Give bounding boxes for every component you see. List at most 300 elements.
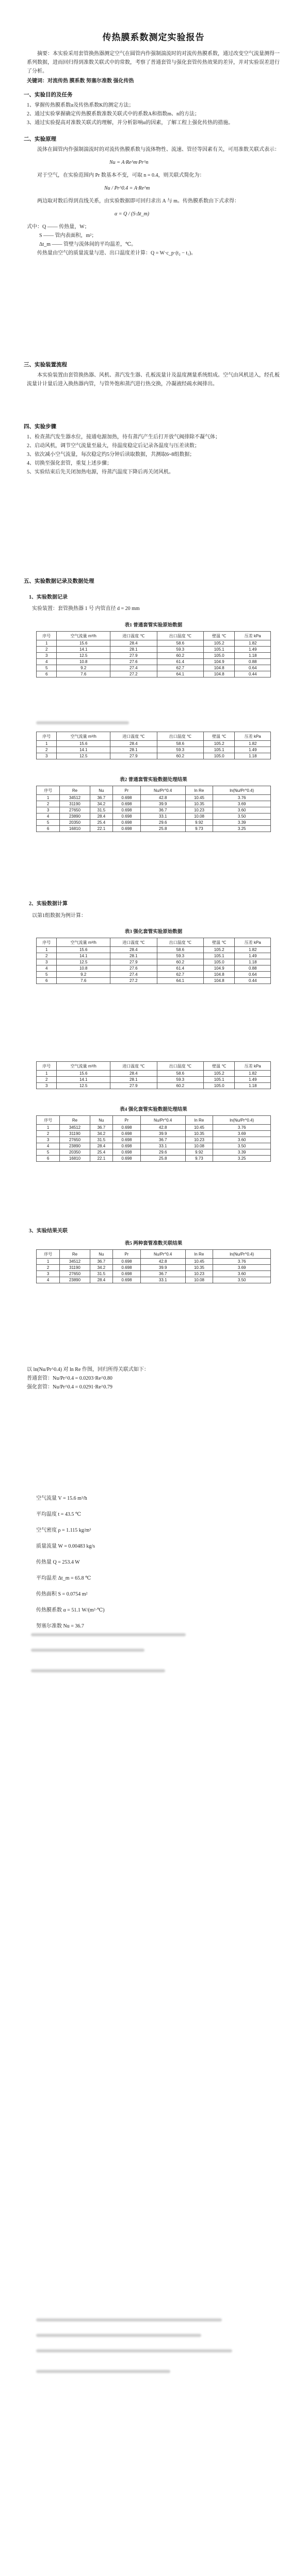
table-cell: 16810 bbox=[60, 826, 90, 832]
calculation-intro: 以第1组数据为例计算： bbox=[32, 913, 86, 919]
table-cell: 20350 bbox=[60, 820, 90, 826]
table-cell: 27.6 bbox=[110, 659, 157, 665]
table-cell: 105.0 bbox=[204, 1083, 235, 1089]
table-cell: 22.1 bbox=[90, 826, 112, 832]
column-header: Nu/Pr^0.4 bbox=[140, 1250, 185, 1259]
table-cell: 28.4 bbox=[90, 1277, 112, 1283]
calc-line: 传热面积 S = 0.0754 m² bbox=[36, 1591, 88, 1597]
table-cell: 1.82 bbox=[235, 947, 271, 953]
table-cell: 34.2 bbox=[90, 801, 112, 807]
section-heading-objectives: 一、实验目的及任务 bbox=[24, 92, 73, 98]
table-cell: 60.2 bbox=[157, 753, 203, 759]
table-cell: 12.5 bbox=[57, 959, 110, 965]
section-heading-apparatus: 三、实验装置流程 bbox=[24, 362, 67, 368]
objective-item: 3、通过实验提高对准数关联式的理解，并分析影响α的因素，了解工程上强化传热的措施。 bbox=[27, 120, 234, 126]
column-header: ln(Nu/Pr^0.4) bbox=[213, 786, 271, 795]
table-cell: 2 bbox=[37, 747, 57, 753]
table-cell: 105.1 bbox=[204, 647, 235, 653]
table-cell: 4 bbox=[37, 1143, 60, 1149]
table-cell: 31190 bbox=[60, 1265, 90, 1271]
table-row bbox=[37, 1137, 271, 1143]
formula-alpha: α = Q / (S·Δt_m) bbox=[115, 211, 150, 217]
table-cell: 105.2 bbox=[204, 640, 235, 647]
table-cell: 3.39 bbox=[213, 820, 271, 826]
calc-line: 空气流量 V = 15.6 m³/h bbox=[36, 1496, 87, 1501]
table-cell: 31190 bbox=[60, 1131, 90, 1137]
table-cell: 9.2 bbox=[57, 665, 110, 671]
principle-text: 两边取对数后得到直线关系，由实验数据即可回归求出 A 与 m。传热膜系数由下式求得： bbox=[37, 198, 239, 204]
table-cell: 0.698 bbox=[113, 1143, 141, 1149]
table-cell: 0.698 bbox=[113, 814, 141, 820]
procedure-item: 3、依次减小空气流量，每次稳定约5分钟后读取数据，共测取6~8组数据； bbox=[27, 452, 195, 457]
table-cell: 3 bbox=[37, 653, 57, 659]
table-cell: 58.6 bbox=[157, 947, 203, 953]
table-cell: 1 bbox=[37, 741, 57, 747]
table-cell: 9.2 bbox=[57, 972, 110, 978]
fit-block bbox=[27, 1365, 280, 1392]
table-cell: 31.5 bbox=[90, 807, 112, 814]
table-header-row bbox=[37, 1250, 271, 1259]
table-cell: 28.1 bbox=[110, 647, 157, 653]
column-header: 进口温度 ℃ bbox=[110, 1062, 157, 1071]
table-cell: 27.9 bbox=[110, 653, 157, 659]
table-row bbox=[37, 665, 271, 671]
table-cell: 34512 bbox=[60, 1125, 90, 1131]
blurred-text bbox=[36, 2318, 222, 2321]
column-header: Nu bbox=[90, 786, 112, 795]
table-cell: 0.698 bbox=[113, 1271, 141, 1277]
table-cell: 0.698 bbox=[113, 1125, 141, 1131]
table-cell: 0.698 bbox=[113, 1277, 141, 1283]
table-cell: 5 bbox=[37, 1149, 60, 1156]
table-cell: 36.7 bbox=[90, 795, 112, 801]
table-cell: 29.6 bbox=[140, 1149, 185, 1156]
fit-note: 以 ln(Nu/Pr^0.4) 对 ln Re 作图，回归所得关联式如下： bbox=[27, 1367, 149, 1372]
table-cell: 3 bbox=[37, 959, 57, 965]
table-cell: 3.60 bbox=[213, 1137, 271, 1143]
table-cell: 9.92 bbox=[185, 1149, 213, 1156]
table-cell: 27650 bbox=[60, 1137, 90, 1143]
table-cell: 4 bbox=[37, 659, 57, 665]
table-cell: 105.0 bbox=[204, 959, 235, 965]
table-caption-4: 表4 强化套管实验数据处理结果 bbox=[120, 1107, 187, 1112]
table-cell: 15.6 bbox=[57, 1071, 110, 1077]
table-cell: 3.39 bbox=[213, 1149, 271, 1156]
table-cell: 10.23 bbox=[185, 807, 213, 814]
table-cell: 10.08 bbox=[185, 1277, 213, 1283]
column-header: Pr bbox=[113, 1250, 141, 1259]
table-cell: 3.69 bbox=[213, 1265, 271, 1271]
table-cell: 12.5 bbox=[57, 1083, 110, 1089]
table-cell: 1 bbox=[37, 1071, 57, 1077]
table-cell: 2 bbox=[37, 1077, 57, 1083]
column-header: 序号 bbox=[37, 1116, 60, 1125]
section-heading-data: 五、实验数据记录及数据处理 bbox=[24, 579, 94, 584]
blurred-text bbox=[36, 2370, 170, 2373]
blurred-text bbox=[36, 2334, 201, 2337]
table-cell: 20350 bbox=[60, 1149, 90, 1156]
column-header: ln Re bbox=[185, 1116, 213, 1125]
subheading-data-record: 1、实验数据记录 bbox=[29, 595, 68, 600]
table-cell: 2 bbox=[37, 953, 57, 959]
table-cell: 2 bbox=[37, 801, 60, 807]
blurred-text bbox=[31, 1649, 144, 1652]
table-cell: 34512 bbox=[60, 795, 90, 801]
table-cell: 64.1 bbox=[157, 671, 203, 677]
table-cell: 6 bbox=[37, 978, 57, 984]
table-cell: 1.18 bbox=[235, 753, 271, 759]
table-row bbox=[37, 807, 271, 814]
table-cell: 10.35 bbox=[185, 1265, 213, 1271]
formula-nusselt: Nu = A·Re^m·Pr^n bbox=[109, 160, 149, 165]
table-cell: 0.698 bbox=[113, 1156, 141, 1162]
table-cell: 25.8 bbox=[140, 826, 185, 832]
table-cell: 28.4 bbox=[90, 1143, 112, 1149]
table-cell: 25.4 bbox=[90, 1149, 112, 1156]
table-cell: 61.4 bbox=[157, 965, 203, 972]
blurred-text bbox=[36, 2349, 232, 2352]
table-cell: 61.4 bbox=[157, 659, 203, 665]
column-header: 出口温度 ℃ bbox=[157, 732, 203, 741]
formula-note: 式中：Q —— 传热量，W； bbox=[27, 224, 90, 230]
table-cell: 15.6 bbox=[57, 947, 110, 953]
formula-simplified: Nu / Pr^0.4 = A·Re^m bbox=[104, 185, 150, 191]
table-row bbox=[37, 1125, 271, 1131]
table-caption-1: 表1 普通套管实验原始数据 bbox=[124, 623, 183, 628]
table-cell: 60.2 bbox=[157, 959, 203, 965]
table-cell: 3.50 bbox=[213, 1143, 271, 1149]
column-header: 壁温 ℃ bbox=[204, 632, 235, 640]
result-table-enhanced bbox=[36, 1115, 271, 1162]
column-header: 壁温 ℃ bbox=[204, 938, 235, 947]
table-cell: 104.9 bbox=[204, 965, 235, 972]
sample-calculation bbox=[36, 1494, 289, 1638]
column-header: Re bbox=[60, 1250, 90, 1259]
table-row bbox=[37, 953, 271, 959]
table-cell: 1.82 bbox=[235, 1071, 271, 1077]
blurred-text bbox=[31, 1669, 165, 1672]
calc-line: 质量流量 W = 0.00483 kg/s bbox=[36, 1544, 95, 1549]
table-cell: 105.2 bbox=[204, 741, 235, 747]
table-cell: 3 bbox=[37, 753, 57, 759]
table-cell: 0.44 bbox=[235, 978, 271, 984]
table-header-row bbox=[37, 1062, 271, 1071]
table-cell: 36.7 bbox=[140, 1271, 185, 1277]
table-cell: 3.76 bbox=[213, 795, 271, 801]
table-cell: 28.1 bbox=[110, 1077, 157, 1083]
column-header: 压差 kPa bbox=[235, 938, 271, 947]
column-header: 空气流量 m³/h bbox=[57, 732, 110, 741]
column-header: 序号 bbox=[37, 632, 57, 640]
column-header: Re bbox=[60, 786, 90, 795]
table-caption-3: 表3 强化套管实验原始数据 bbox=[124, 929, 183, 935]
table-cell: 14.1 bbox=[57, 747, 110, 753]
table-cell: 15.6 bbox=[57, 640, 110, 647]
table-cell: 3.76 bbox=[213, 1259, 271, 1265]
column-header: Nu bbox=[90, 1250, 112, 1259]
table-cell: 0.64 bbox=[235, 665, 271, 671]
table-cell: 10.8 bbox=[57, 659, 110, 665]
table-cell: 1 bbox=[37, 795, 60, 801]
table-cell: 27.9 bbox=[110, 959, 157, 965]
table-cell: 1.49 bbox=[235, 953, 271, 959]
table-row bbox=[37, 647, 271, 653]
table-cell: 42.8 bbox=[140, 1125, 185, 1131]
table-cell: 36.7 bbox=[90, 1125, 112, 1131]
table-row bbox=[37, 965, 271, 972]
column-header: 序号 bbox=[37, 938, 57, 947]
table-cell: 14.1 bbox=[57, 647, 110, 653]
table-row bbox=[37, 1149, 271, 1156]
table-header-row bbox=[37, 938, 271, 947]
table-cell: 1.82 bbox=[235, 741, 271, 747]
table-cell: 104.9 bbox=[204, 659, 235, 665]
column-header: 序号 bbox=[37, 786, 60, 795]
table-row bbox=[37, 1143, 271, 1149]
table-cell: 28.1 bbox=[110, 953, 157, 959]
table-cell: 0.698 bbox=[113, 1131, 141, 1137]
column-header: ln(Nu/Pr^0.4) bbox=[213, 1116, 271, 1125]
table-cell: 105.1 bbox=[204, 1077, 235, 1083]
table-cell: 105.2 bbox=[204, 1071, 235, 1077]
table-cell: 3.60 bbox=[213, 1271, 271, 1277]
keywords-text: 关键词：对流传热 膜系数 努塞尔准数 强化传热 bbox=[27, 78, 134, 84]
table-cell: 58.6 bbox=[157, 1071, 203, 1077]
table-row bbox=[37, 820, 271, 826]
table-row bbox=[37, 1277, 271, 1283]
column-header: 空气流量 m³/h bbox=[57, 1062, 110, 1071]
procedure-item: 4、切换至强化套管，重复上述步骤； bbox=[27, 461, 112, 466]
table-cell: 3.50 bbox=[213, 1277, 271, 1283]
document-title: 传热膜系数测定实验报告 bbox=[102, 32, 205, 42]
column-header: 进口温度 ℃ bbox=[110, 632, 157, 640]
table-cell: 10.23 bbox=[185, 1137, 213, 1143]
procedure-item: 5、实验结束后先关闭加热电源，待蒸汽温度下降后再关闭风机。 bbox=[27, 469, 174, 475]
table-cell: 5 bbox=[37, 665, 57, 671]
table-cell: 5 bbox=[37, 972, 57, 978]
table-cell: 10.45 bbox=[185, 1125, 213, 1131]
table-cell: 0.698 bbox=[113, 1149, 141, 1156]
objective-item: 2、通过实验掌握确定传热膜系数准数关联式中的系数A和指数m、n的方法； bbox=[27, 111, 200, 117]
table-cell: 10.08 bbox=[185, 1143, 213, 1149]
table-cell: 0.88 bbox=[235, 659, 271, 665]
column-header: 空气流量 m³/h bbox=[57, 938, 110, 947]
column-header: 压差 kPa bbox=[235, 732, 271, 741]
table-cell: 36.7 bbox=[140, 1137, 185, 1143]
column-header: 出口温度 ℃ bbox=[157, 632, 203, 640]
table-cell: 4 bbox=[37, 965, 57, 972]
table-cell: 10.45 bbox=[185, 795, 213, 801]
table-cell: 7.6 bbox=[57, 671, 110, 677]
table-cell: 10.23 bbox=[185, 1271, 213, 1277]
table-cell: 6 bbox=[37, 826, 60, 832]
table-cell: 59.3 bbox=[157, 1077, 203, 1083]
table-cell: 34.2 bbox=[90, 1131, 112, 1137]
apparatus-meta: 实验装置：套管换热器 1 号 内管直径 d = 20 mm bbox=[32, 606, 140, 612]
column-header: 序号 bbox=[37, 1062, 57, 1071]
table-cell: 25.8 bbox=[140, 1156, 185, 1162]
table-cell: 1.18 bbox=[235, 653, 271, 659]
table-cell: 59.3 bbox=[157, 747, 203, 753]
column-header: Nu/Pr^0.4 bbox=[140, 1116, 185, 1125]
table-row bbox=[37, 795, 271, 801]
table-cell: 27650 bbox=[60, 1271, 90, 1277]
table-cell: 4 bbox=[37, 1277, 60, 1283]
table-cell: 9.92 bbox=[185, 820, 213, 826]
raw-data-table-enhanced bbox=[36, 938, 271, 984]
table-cell: 6 bbox=[37, 1156, 60, 1162]
table-header-row bbox=[37, 1116, 271, 1125]
fit-enhanced: 强化套管：Nu/Pr^0.4 = 0.0291·Re^0.79 bbox=[27, 1384, 112, 1390]
table-cell: 42.8 bbox=[140, 1259, 185, 1265]
table-cell: 1 bbox=[37, 640, 57, 647]
table-cell: 104.8 bbox=[204, 978, 235, 984]
table-cell: 27.4 bbox=[110, 972, 157, 978]
table-cell: 23890 bbox=[60, 1143, 90, 1149]
table-cell: 9.73 bbox=[185, 826, 213, 832]
table-row bbox=[37, 814, 271, 820]
table-row bbox=[37, 753, 271, 759]
correlation-table bbox=[36, 1249, 271, 1283]
column-header: 序号 bbox=[37, 732, 57, 741]
table-cell: 25.4 bbox=[90, 820, 112, 826]
table-cell: 60.2 bbox=[157, 1083, 203, 1089]
table-cell: 27.6 bbox=[110, 965, 157, 972]
table-cell: 3 bbox=[37, 807, 60, 814]
table-row bbox=[37, 640, 271, 647]
table-cell: 3.69 bbox=[213, 1131, 271, 1137]
table-cell: 1 bbox=[37, 1125, 60, 1131]
table-cell: 105.1 bbox=[204, 747, 235, 753]
calc-line: 平均温度 t = 43.5 ℃ bbox=[36, 1512, 82, 1517]
table-cell: 9.73 bbox=[185, 1156, 213, 1162]
subheading-calculation: 2、实验数据计算 bbox=[29, 901, 68, 907]
table-cell: 12.5 bbox=[57, 653, 110, 659]
table-cell: 31190 bbox=[60, 801, 90, 807]
column-header: ln(Nu/Pr^0.4) bbox=[213, 1250, 271, 1259]
table-cell: 0.698 bbox=[113, 1137, 141, 1143]
calc-line: 传热膜系数 α = 51.1 W/(m²·℃) bbox=[36, 1607, 105, 1613]
table-row bbox=[37, 978, 271, 984]
table-cell: 16810 bbox=[60, 1156, 90, 1162]
table-cell: 3.50 bbox=[213, 814, 271, 820]
table-row bbox=[37, 1077, 271, 1083]
calc-line: 平均温差 Δt_m = 65.8 ℃ bbox=[36, 1575, 91, 1581]
table-row bbox=[37, 747, 271, 753]
table-cell: 33.1 bbox=[140, 1143, 185, 1149]
table-cell: 2 bbox=[37, 1131, 60, 1137]
procedure-item: 1、检查蒸汽发生器水位，接通电源加热，待有蒸汽产生后打开放气阀排除不凝气体； bbox=[27, 434, 220, 440]
table-cell: 105.1 bbox=[204, 953, 235, 959]
table-cell: 12.5 bbox=[57, 753, 110, 759]
abstract-block bbox=[27, 49, 280, 87]
subheading-correlation: 3、实验结果关联 bbox=[29, 1228, 68, 1234]
table-cell: 0.698 bbox=[113, 826, 141, 832]
blurred-text bbox=[36, 721, 129, 724]
table-cell: 33.1 bbox=[140, 1277, 185, 1283]
table-cell: 28.4 bbox=[110, 947, 157, 953]
column-header: 壁温 ℃ bbox=[204, 1062, 235, 1071]
table-cell: 7.6 bbox=[57, 978, 110, 984]
table-cell: 31.5 bbox=[90, 1271, 112, 1277]
table-cell: 23890 bbox=[60, 1277, 90, 1283]
column-header: ln Re bbox=[185, 1250, 213, 1259]
column-header: 空气流量 m³/h bbox=[57, 632, 110, 640]
table-cell: 0.698 bbox=[113, 820, 141, 826]
table-cell: 22.1 bbox=[90, 1156, 112, 1162]
table-cell: 59.3 bbox=[157, 647, 203, 653]
table-header-row bbox=[37, 786, 271, 795]
table-cell: 27.2 bbox=[110, 978, 157, 984]
principle-block bbox=[27, 145, 280, 259]
table-caption-5: 表5 两种套管准数关联结果 bbox=[124, 1241, 183, 1246]
column-header: Pr bbox=[113, 1116, 141, 1125]
table-cell: 28.4 bbox=[110, 640, 157, 647]
table-cell: 39.9 bbox=[140, 1131, 185, 1137]
table-cell: 105.0 bbox=[204, 753, 235, 759]
column-header: 进口温度 ℃ bbox=[110, 938, 157, 947]
section-heading-procedure: 四、实验步骤 bbox=[24, 424, 56, 430]
table-cell: 28.4 bbox=[90, 814, 112, 820]
table-row bbox=[37, 1071, 271, 1077]
table-cell: 3.69 bbox=[213, 801, 271, 807]
column-header: 压差 kPa bbox=[235, 1062, 271, 1071]
table-cell: 5 bbox=[37, 820, 60, 826]
table-row bbox=[37, 959, 271, 965]
table-cell: 105.0 bbox=[204, 653, 235, 659]
table-row bbox=[37, 801, 271, 807]
principle-text: 流体在圆管内作强制湍流时的对流传热膜系数与流体物性、流速、管径等因素有关，可用准数关联式表示： bbox=[37, 147, 280, 152]
table-row bbox=[37, 1265, 271, 1271]
calc-line: 空气密度 ρ = 1.115 kg/m³ bbox=[36, 1528, 91, 1533]
table-cell: 1.49 bbox=[235, 747, 271, 753]
table-cell: 27.9 bbox=[110, 1083, 157, 1089]
table-cell: 28.4 bbox=[110, 741, 157, 747]
objective-item: 1、掌握传热膜系数α及传热系数K的测定方法； bbox=[27, 103, 134, 108]
table-cell: 31.5 bbox=[90, 1137, 112, 1143]
table-cell: 36.7 bbox=[90, 1259, 112, 1265]
table-cell: 1.18 bbox=[235, 959, 271, 965]
table-cell: 0.88 bbox=[235, 965, 271, 972]
table-cell: 0.698 bbox=[113, 1265, 141, 1271]
principle-text: 传热量由空气的质量流量与进、出口温度差计算：Q = W·c_p·(t₂ − t₁)。 bbox=[37, 250, 197, 256]
table-cell: 1.49 bbox=[235, 647, 271, 653]
table-cell: 1.82 bbox=[235, 640, 271, 647]
table-cell: 10.35 bbox=[185, 801, 213, 807]
table-row bbox=[37, 947, 271, 953]
formula-note: Δt_m —— 管壁与流体间的平均温差，℃。 bbox=[39, 242, 137, 247]
column-header: 压差 kPa bbox=[235, 632, 271, 640]
raw-data-table-enhanced-continued bbox=[36, 1061, 271, 1089]
table-row bbox=[37, 659, 271, 665]
principle-text: 对于空气，在实验范围内 Pr 数基本不变，可取 n = 0.4，则关联式简化为： bbox=[37, 173, 205, 178]
table-cell: 64.1 bbox=[157, 978, 203, 984]
formula-note: S —— 管内表面积，m²； bbox=[39, 233, 97, 239]
table-cell: 3.60 bbox=[213, 807, 271, 814]
table-cell: 3 bbox=[37, 1271, 60, 1277]
calc-line: 努塞尔准数 Nu = 36.7 bbox=[36, 1623, 84, 1629]
table-cell: 58.6 bbox=[157, 741, 203, 747]
table-cell: 23890 bbox=[60, 814, 90, 820]
table-cell: 0.698 bbox=[113, 795, 141, 801]
table-cell: 105.2 bbox=[204, 947, 235, 953]
table-row bbox=[37, 1271, 271, 1277]
section-heading-principle: 二、实验原理 bbox=[24, 137, 56, 142]
table-cell: 0.698 bbox=[113, 807, 141, 814]
column-header: 出口温度 ℃ bbox=[157, 938, 203, 947]
table-cell: 36.7 bbox=[140, 807, 185, 814]
table-cell: 27650 bbox=[60, 807, 90, 814]
